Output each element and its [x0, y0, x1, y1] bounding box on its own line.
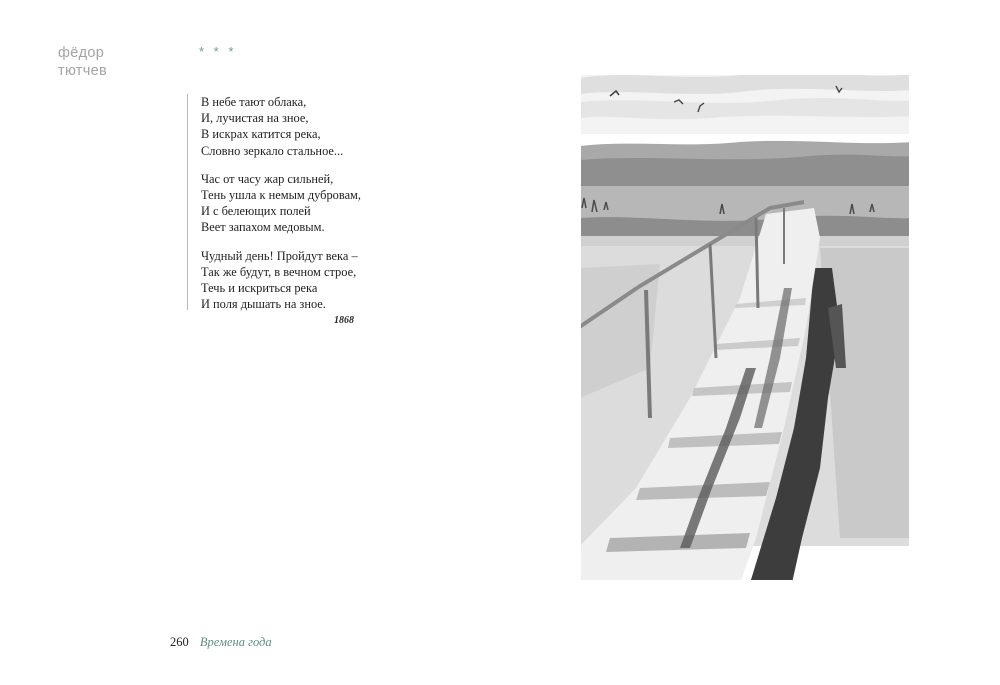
- stanza-3: [201, 248, 368, 313]
- poem-line: Словно зеркало стальное...: [201, 143, 344, 158]
- poem-line: В небе тают облака,: [201, 95, 307, 109]
- page-number: 260: [170, 635, 189, 649]
- poem-line: И с белеющих полей: [201, 204, 311, 219]
- poem-year: 1868: [334, 315, 354, 326]
- bridge-illustration: [570, 68, 920, 583]
- author-last-name: тютчев: [58, 63, 107, 79]
- author-name: [58, 44, 148, 80]
- poem-line: Веет запахом медовым.: [201, 220, 325, 235]
- poem-line: Чудный день! Пройдут века –: [201, 248, 358, 263]
- poem-line: В искрах катится река,: [201, 127, 321, 142]
- section-title: Времена года: [199, 635, 272, 649]
- stanza-1: [201, 94, 368, 159]
- poem-line: Так же будут, в вечном строе,: [201, 264, 357, 279]
- poem-line: И поля дышать на зное.: [201, 297, 326, 312]
- poem-line: И, лучистая на зное,: [201, 111, 309, 126]
- stanza-2: [201, 171, 368, 236]
- poem-line: Час от часу жар сильней,: [201, 171, 334, 186]
- poem-line: Тень ушла к немым дубровам,: [201, 188, 362, 203]
- page-footer: [170, 635, 272, 650]
- poem-marker: * * *: [199, 44, 237, 59]
- poem-line: Течь и искриться река: [201, 281, 318, 296]
- author-first-name: фёдор: [58, 45, 105, 61]
- poem-text: [187, 94, 368, 310]
